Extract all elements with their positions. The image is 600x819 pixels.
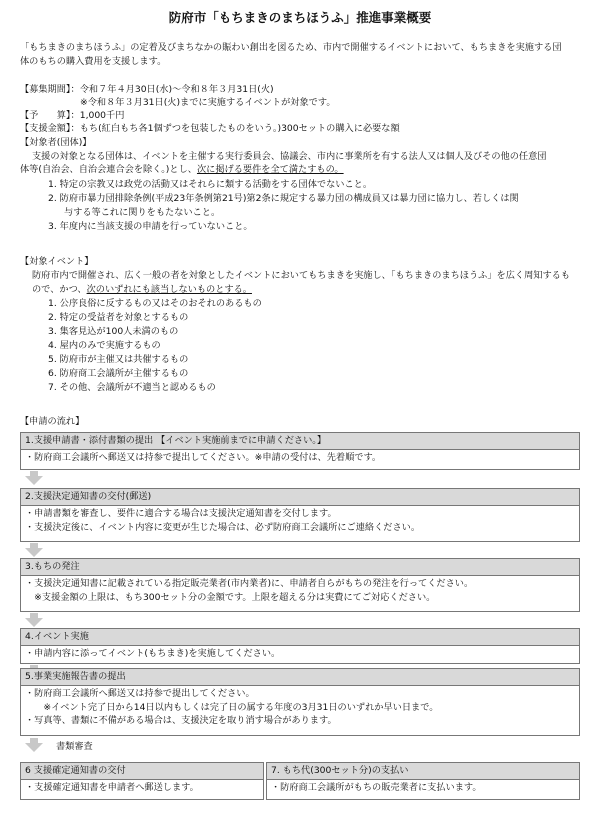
event-item: 3. 集客見込が100人未満のもの (48, 326, 179, 337)
event-text-1: 防府市内で開催され、広く一般の者を対象としたイベントにおいてもちまきを実施し、「もちまきのまちほうふ」を広く周知するも (32, 270, 571, 281)
group-text-2 (20, 164, 344, 176)
flow-arrow-1 (25, 476, 43, 485)
flow-step-7 (266, 762, 580, 800)
flow-step-1-header: 1.支援申請書・添付書類の提出 【イベント実施前までに申請ください。】 (21, 433, 579, 450)
group-item: 与する等これに関りをもたないこと。 (64, 207, 221, 218)
flow-step-6 (20, 762, 264, 800)
budget-label: 【予 算】 (20, 110, 71, 121)
flow-step-3 (20, 558, 580, 612)
flow-step-1-line: ・防府商工会議所へ郵送又は持参で提出してください。※申請の受付は、先着順です。 (25, 452, 382, 463)
period-value: ：令和７年４月30日(水)～令和８年３月31日(火) (70, 84, 274, 95)
flow-label: 【申請の流れ】 (20, 416, 85, 427)
intro-line-1: 「もちまきのまちほうふ」の定着及びまちなかの賑わい創出を図るため、市内で開催するイベントにおいて、もちまきを実施する団 (20, 42, 562, 53)
flow-step-4-line: ・申請内容に添ってイベント(もちまき)を実施してください。 (25, 648, 281, 659)
group-text-2-underlined: 次に掲げる要件を全て満たすもの。 (196, 164, 344, 175)
group-item: 1. 特定の宗教又は政党の活動又はそれらに類する活動をする団体でないこと。 (48, 179, 373, 190)
event-item: 5. 防府市が主催又は共催するもの (48, 354, 189, 365)
review-label: 書類審査 (56, 741, 93, 752)
flow-step-3-header: 3.もちの発注 (21, 559, 579, 576)
amount-row (20, 123, 400, 135)
event-item: 4. 屋内のみで実施するもの (48, 340, 161, 351)
page-title: 防府市「もちまきのまちほうふ」推進事業概要 (168, 10, 432, 25)
amount-value: ：もち(紅白もち各1個ずつを包装したものをいう。)300セットの購入に必要な額 (70, 123, 400, 134)
period-note: ※令和８年３月31日(火)までに実施するイベントが対象です。 (80, 97, 336, 108)
event-text-2-underlined: 次のいずれにも該当しないものとする。 (86, 284, 252, 295)
flow-arrow-2 (25, 548, 43, 557)
amount-label: 【支援金額】 (20, 123, 71, 134)
flow-step-5-header: 5.事業実施報告書の提出 (21, 669, 579, 686)
flow-step-5-line: ※イベント完了日から14日以内もしくは完了日の属する年度の3月31日のいずれか早い日まで。 (25, 701, 439, 713)
flow-step-4 (20, 628, 580, 664)
group-text-2-plain: 体等(自治会、自治会連合会を除く。)とし、 (20, 164, 197, 175)
event-item: 2. 特定の受益者を対象とするもの (48, 312, 189, 323)
event-item: 6. 防府商工会議所が主催するもの (48, 368, 189, 379)
flow-step-3-line: ・支援決定通知書に記載されている指定販売業者(市内業者)に、申請者自らがもちの発注を行ってください。 (25, 578, 474, 589)
event-item: 7. その他、会議所が不適当と認めるもの (48, 382, 216, 393)
flow-step-1 (20, 432, 580, 470)
flow-step-2 (20, 488, 580, 542)
flow-step-4-header: 4.イベント実施 (21, 629, 579, 646)
flow-step-5-line: ・写真等、書類に不備がある場合は、支援決定を取り消す場合があります。 (25, 715, 337, 726)
flow-step-7-header: 7. もち代(300セット分)の支払い (267, 763, 579, 780)
budget-value: ：1,000千円 (70, 110, 125, 121)
period-label: 【募集期間】 (20, 84, 71, 95)
flow-arrow-3 (25, 618, 43, 627)
intro-line-2: 体のもちの購入費用を支援します。 (20, 56, 167, 67)
event-text-2-plain: ので、かつ、 (32, 284, 87, 295)
flow-step-5-line: ・防府商工会議所へ郵送又は持参で提出してください。 (25, 688, 255, 699)
flow-step-6-line: ・支援確定通知書を申請者へ郵送します。 (25, 782, 199, 793)
group-text-1: 支援の対象となる団体は、イベントを主催する実行委員会、協議会、市内に事業所を有する法人又は個人及びその他の任意団 (32, 151, 547, 162)
event-item: 1. 公序良俗に反するもの又はそのおそれのあるもの (48, 298, 262, 309)
event-text-2 (32, 284, 252, 296)
flow-step-3-line: ※支援金額の上限は、もち300セット分の金額です。上限を超える分は実費にてご対応ください。 (25, 591, 436, 603)
event-label: 【対象イベント】 (20, 256, 94, 267)
flow-step-5 (20, 668, 580, 736)
group-item: 3. 年度内に当該支援の申請を行っていないこと。 (48, 221, 253, 232)
flow-arrow-5 (25, 743, 43, 752)
flow-step-2-line: ・支援決定後に、イベント内容に変更が生じた場合は、必ず防府商工会議所にご連絡ください。 (25, 521, 421, 533)
flow-step-6-header: 6 支援確定通知書の交付 (21, 763, 263, 780)
flow-step-2-header: 2.支援決定通知書の交付(郵送) (21, 489, 579, 506)
group-item: 2. 防府市暴力団排除条例(平成23年条例第21号)第2条に規定する暴力団の構成員又は暴力団に協力し、若しくは関 (48, 193, 519, 204)
budget-row (20, 110, 124, 122)
flow-step-2-line: ・申請書類を審査し、要件に適合する場合は支援決定通知書を交付します。 (25, 508, 337, 519)
period-row (20, 84, 274, 96)
flow-step-7-line: ・防府商工会議所がもちの販売業者に支払います。 (271, 782, 482, 793)
target-group-label: 【対象者(団体)】 (20, 137, 92, 148)
